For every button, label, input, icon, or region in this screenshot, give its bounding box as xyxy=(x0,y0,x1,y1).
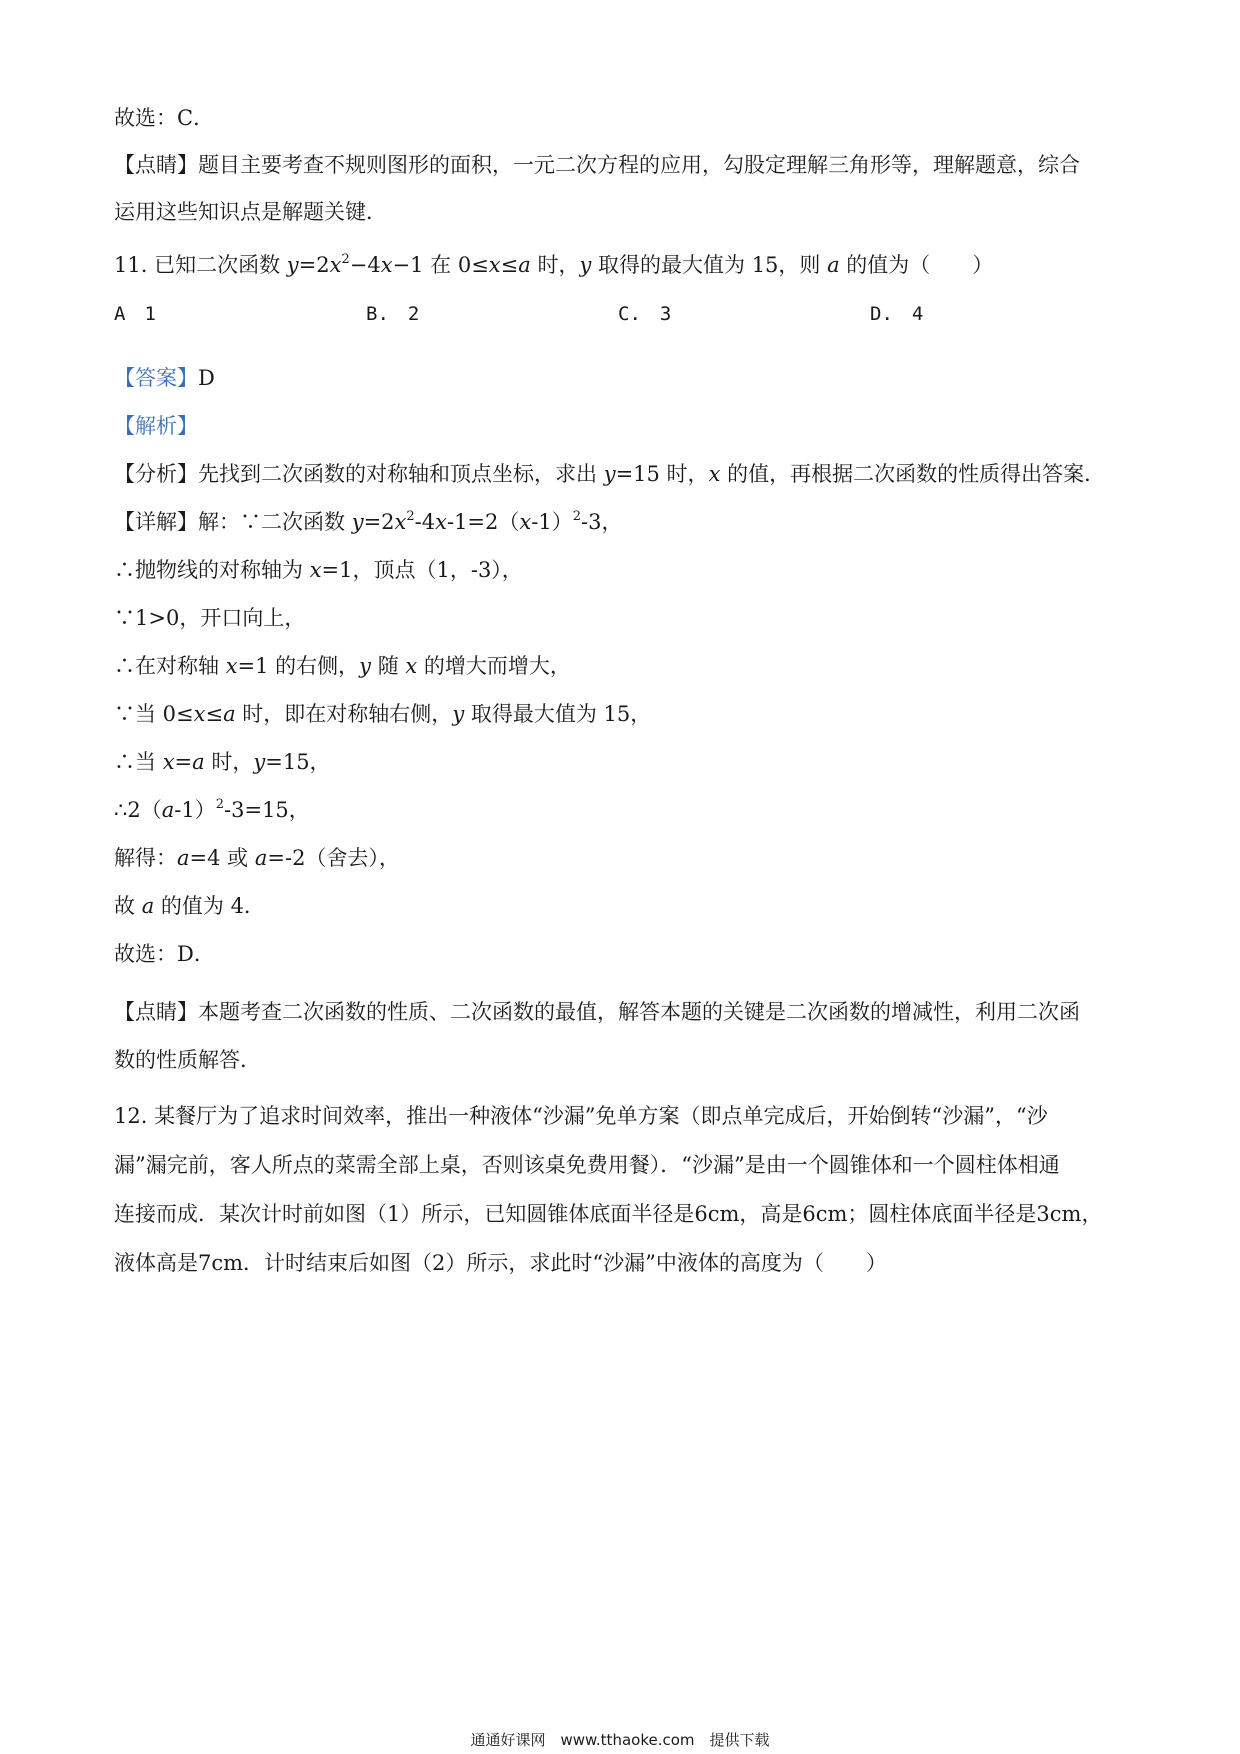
xiangjie-line: 【详解】解：∵二次函数 $y=2x^2-4x-1=2(x-1)^2-3$， xyxy=(114,509,623,534)
step-solve: 解得：a=4 或 a=-2（舍去）， xyxy=(114,846,400,870)
step-substitute: ∴当 x=a 时，y=15， xyxy=(114,750,331,774)
question-12-2: 漏”漏完前，客人所点的菜需全部上桌，否则该桌免费用餐）．“沙漏”是由一个圆锥体和一个圆柱体相通 xyxy=(114,1153,1060,1177)
analysis-tag: 【解析】 xyxy=(114,414,198,438)
conclusion-prev: 故选：C． xyxy=(114,106,215,130)
comment-prev-2: 运用这些知识点是解题关键． xyxy=(114,200,387,224)
step-result: 故 a 的值为 4． xyxy=(114,894,265,918)
question-12-4: 液体高是7cm．计时结束后如图（2）所示，求此时“沙漏”中液体的高度为（ ） xyxy=(114,1251,887,1275)
step-axis: ∴抛物线的对称轴为 x=1，顶点（1，-3）， xyxy=(114,558,523,582)
comment-11-2: 数的性质解答． xyxy=(114,1048,261,1072)
option-a: A 1 xyxy=(114,303,156,325)
option-d: D. 4 xyxy=(870,303,924,325)
option-b: B. 2 xyxy=(366,303,420,325)
comment-prev-1: 【点睛】题目主要考查不规则图形的面积，一元二次方程的应用，勾股定理解三角形等，理解题意，综合 xyxy=(114,153,1080,177)
step-range: ∵当 0≤x≤a 时，即在对称轴右侧，y 取得最大值为 15， xyxy=(114,702,652,726)
answer-line xyxy=(114,364,215,392)
question-12-3: 连接而成．某次计时前如图（1）所示，已知圆锥体底面半径是6cm，高是6cm；圆柱体底面半径是3cm， xyxy=(114,1202,1103,1226)
step-opening: ∵1>0，开口向上， xyxy=(114,606,306,630)
step-choice: 故选：D． xyxy=(114,942,215,966)
step-equation: $\therefore 2(a-1)^2-3=15$， xyxy=(114,797,310,822)
answer-value: D xyxy=(198,366,215,390)
fenxi-line: 【分析】先找到二次函数的对称轴和顶点坐标，求出 y=15 时，x 的值，再根据二次函数的性质得出答案． xyxy=(114,462,1106,486)
answer-tag: 【答案】 xyxy=(114,366,198,390)
comment-11-1: 【点睛】本题考查二次函数的性质、二次函数的最值，解答本题的关键是二次函数的增减性，利用二次函 xyxy=(114,1000,1080,1024)
page-footer: 通通好课网 www.tthaoke.com 提供下载 xyxy=(470,1731,770,1749)
step-increasing: ∴在对称轴 x=1 的右侧，y 随 x 的增大而增大， xyxy=(114,654,571,678)
option-c: C. 3 xyxy=(618,303,672,325)
question-11: 11. 已知二次函数 $y=2x^2-4x-1$ 在 0≤x≤a 时，y 取得的最大值为 15，则 a 的值为（ ） xyxy=(114,252,994,277)
question-12-1: 12. 某餐厅为了追求时间效率，推出一种液体“沙漏”免单方案（即点单完成后，开始倒转“沙漏”，“沙 xyxy=(114,1104,1048,1128)
